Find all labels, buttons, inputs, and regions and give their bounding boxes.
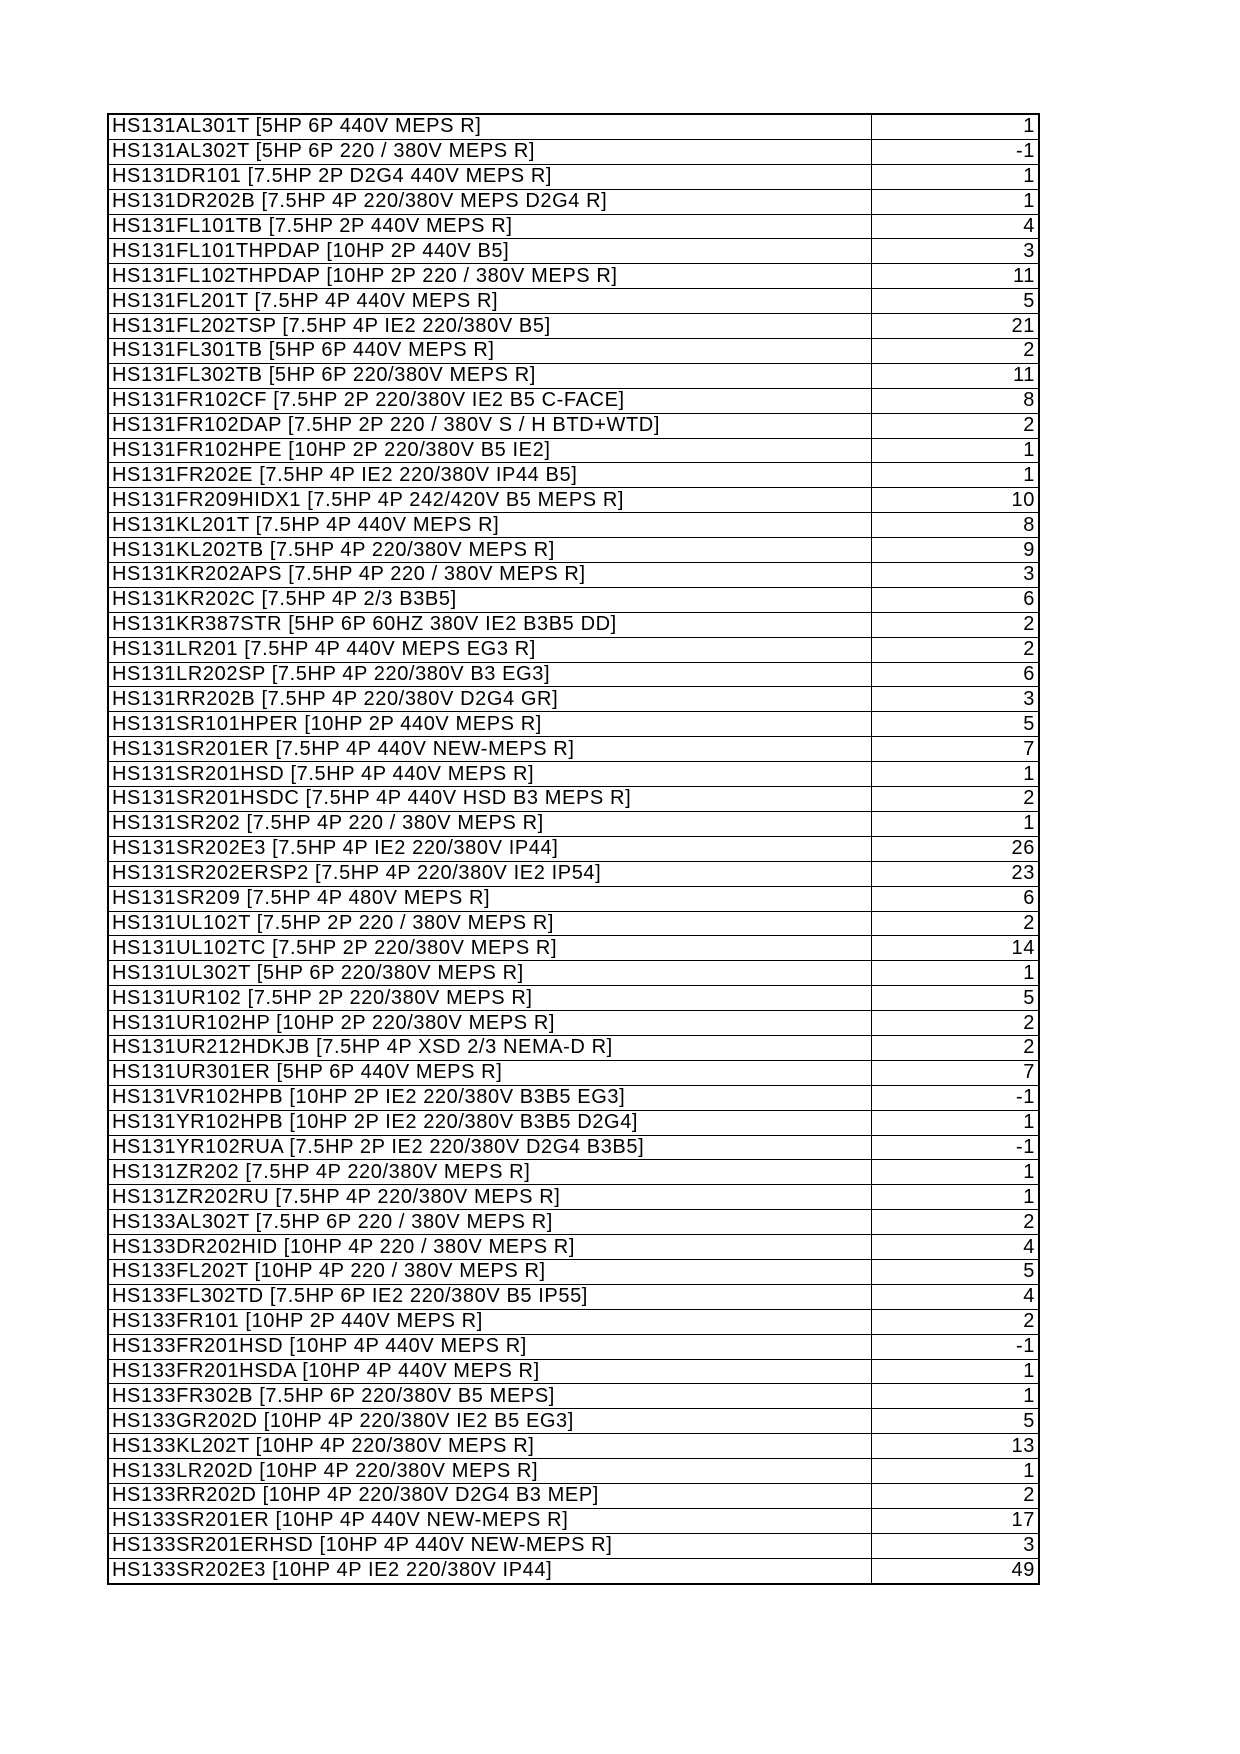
table-row	[108, 289, 1039, 314]
quantity-cell: 1	[872, 1459, 1040, 1484]
quantity-cell: 6	[872, 662, 1040, 687]
item-description-cell: HS131FL101THPDAP [10HP 2P 440V B5]	[108, 239, 872, 264]
item-description-cell: HS131FR102CF [7.5HP 2P 220/380V IE2 B5 C-FACE]	[108, 388, 872, 413]
item-description-cell: HS131FL102THPDAP [10HP 2P 220 / 380V MEPS R]	[108, 264, 872, 289]
item-description-cell: HS131ZR202RU [7.5HP 4P 220/380V MEPS R]	[108, 1185, 872, 1210]
table-row	[108, 1459, 1039, 1484]
quantity-cell: 2	[872, 1210, 1040, 1235]
table-row	[108, 214, 1039, 239]
table-row	[108, 1334, 1039, 1359]
quantity-cell: 2	[872, 637, 1040, 662]
quantity-cell: -1	[872, 1085, 1040, 1110]
item-description-cell: HS131DR202B [7.5HP 4P 220/380V MEPS D2G4 R]	[108, 189, 872, 214]
item-description-cell: HS133FR201HSDA [10HP 4P 440V MEPS R]	[108, 1359, 872, 1384]
quantity-cell: -1	[872, 139, 1040, 164]
item-description-cell: HS131KR387STR [5HP 6P 60HZ 380V IE2 B3B5 DD]	[108, 612, 872, 637]
table-row	[108, 861, 1039, 886]
item-description-cell: HS131SR201ER [7.5HP 4P 440V NEW-MEPS R]	[108, 737, 872, 762]
quantity-cell: 26	[872, 836, 1040, 861]
table-row	[108, 1284, 1039, 1309]
quantity-cell: 5	[872, 1259, 1040, 1284]
table-row	[108, 114, 1039, 139]
quantity-cell: 17	[872, 1508, 1040, 1533]
table-row	[108, 662, 1039, 687]
item-description-cell: HS131FL302TB [5HP 6P 220/380V MEPS R]	[108, 363, 872, 388]
quantity-cell: 1	[872, 1185, 1040, 1210]
item-description-cell: HS133DR202HID [10HP 4P 220 / 380V MEPS R]	[108, 1235, 872, 1260]
item-description-cell: HS131FR209HIDX1 [7.5HP 4P 242/420V B5 MEPS R]	[108, 488, 872, 513]
item-description-cell: HS131FL101TB [7.5HP 2P 440V MEPS R]	[108, 214, 872, 239]
quantity-cell: 8	[872, 513, 1040, 538]
item-description-cell: HS131FR102HPE [10HP 2P 220/380V B5 IE2]	[108, 438, 872, 463]
item-description-cell: HS131UR102 [7.5HP 2P 220/380V MEPS R]	[108, 986, 872, 1011]
item-description-cell: HS131SR101HPER [10HP 2P 440V MEPS R]	[108, 712, 872, 737]
quantity-cell: 3	[872, 239, 1040, 264]
item-description-cell: HS131RR202B [7.5HP 4P 220/380V D2G4 GR]	[108, 687, 872, 712]
quantity-cell: 2	[872, 1035, 1040, 1060]
table-row	[108, 438, 1039, 463]
quantity-cell: 5	[872, 712, 1040, 737]
item-description-cell: HS133FL202T [10HP 4P 220 / 380V MEPS R]	[108, 1259, 872, 1284]
item-description-cell: HS131ZR202 [7.5HP 4P 220/380V MEPS R]	[108, 1160, 872, 1185]
item-description-cell: HS131SR202 [7.5HP 4P 220 / 380V MEPS R]	[108, 811, 872, 836]
table-row	[108, 339, 1039, 364]
item-description-cell: HS133GR202D [10HP 4P 220/380V IE2 B5 EG3]	[108, 1409, 872, 1434]
table-row	[108, 836, 1039, 861]
item-description-cell: HS131UL102T [7.5HP 2P 220 / 380V MEPS R]	[108, 911, 872, 936]
table-row	[108, 239, 1039, 264]
quantity-cell: 1	[872, 811, 1040, 836]
item-description-cell: HS131FR202E [7.5HP 4P IE2 220/380V IP44 B5]	[108, 463, 872, 488]
item-description-cell: HS131VR102HPB [10HP 2P IE2 220/380V B3B5 EG3]	[108, 1085, 872, 1110]
table-row	[108, 1085, 1039, 1110]
item-description-cell: HS131KR202C [7.5HP 4P 2/3 B3B5]	[108, 587, 872, 612]
table-row	[108, 637, 1039, 662]
quantity-cell: 2	[872, 1483, 1040, 1508]
table-row	[108, 1309, 1039, 1334]
quantity-cell: 1	[872, 762, 1040, 787]
table-row	[108, 314, 1039, 339]
table-row	[108, 1434, 1039, 1459]
table-row	[108, 1135, 1039, 1160]
table-row	[108, 587, 1039, 612]
quantity-cell: 3	[872, 1533, 1040, 1558]
quantity-cell: 8	[872, 388, 1040, 413]
item-description-cell: HS133FR302B [7.5HP 6P 220/380V B5 MEPS]	[108, 1384, 872, 1409]
table-row	[108, 911, 1039, 936]
table-row	[108, 538, 1039, 563]
quantity-cell: 7	[872, 1060, 1040, 1085]
table-row	[108, 388, 1039, 413]
table-row	[108, 1483, 1039, 1508]
item-description-cell: HS131AL302T [5HP 6P 220 / 380V MEPS R]	[108, 139, 872, 164]
quantity-cell: 6	[872, 587, 1040, 612]
table-row	[108, 1558, 1039, 1583]
table-row	[108, 886, 1039, 911]
quantity-cell: 2	[872, 787, 1040, 812]
quantity-cell: 49	[872, 1558, 1040, 1583]
quantity-cell: 21	[872, 314, 1040, 339]
table-row	[108, 1060, 1039, 1085]
item-description-cell: HS131FL201T [7.5HP 4P 440V MEPS R]	[108, 289, 872, 314]
table-row	[108, 1011, 1039, 1036]
quantity-cell: 5	[872, 986, 1040, 1011]
quantity-cell: 23	[872, 861, 1040, 886]
quantity-cell: 2	[872, 612, 1040, 637]
item-description-cell: HS131UR102HP [10HP 2P 220/380V MEPS R]	[108, 1011, 872, 1036]
item-description-cell: HS133KL202T [10HP 4P 220/380V MEPS R]	[108, 1434, 872, 1459]
item-description-cell: HS131KL202TB [7.5HP 4P 220/380V MEPS R]	[108, 538, 872, 563]
item-description-cell: HS131UL102TC [7.5HP 2P 220/380V MEPS R]	[108, 936, 872, 961]
table-row	[108, 363, 1039, 388]
table-row	[108, 164, 1039, 189]
table-row	[108, 961, 1039, 986]
table-row	[108, 1210, 1039, 1235]
quantity-cell: 1	[872, 189, 1040, 214]
item-description-cell: HS131LR201 [7.5HP 4P 440V MEPS EG3 R]	[108, 637, 872, 662]
item-description-cell: HS133FR101 [10HP 2P 440V MEPS R]	[108, 1309, 872, 1334]
item-description-cell: HS131LR202SP [7.5HP 4P 220/380V B3 EG3]	[108, 662, 872, 687]
quantity-cell: 3	[872, 687, 1040, 712]
table-row	[108, 1035, 1039, 1060]
quantity-cell: 5	[872, 1409, 1040, 1434]
quantity-cell: -1	[872, 1334, 1040, 1359]
table-row	[108, 737, 1039, 762]
table-row	[108, 264, 1039, 289]
item-description-cell: HS131KL201T [7.5HP 4P 440V MEPS R]	[108, 513, 872, 538]
table-row	[108, 1359, 1039, 1384]
table-row	[108, 787, 1039, 812]
table-row	[108, 1533, 1039, 1558]
inventory-table	[107, 113, 1040, 1585]
quantity-cell: 13	[872, 1434, 1040, 1459]
item-description-cell: HS131SR209 [7.5HP 4P 480V MEPS R]	[108, 886, 872, 911]
item-description-cell: HS131KR202APS [7.5HP 4P 220 / 380V MEPS R]	[108, 563, 872, 588]
item-description-cell: HS131UR212HDKJB [7.5HP 4P XSD 2/3 NEMA-D R]	[108, 1035, 872, 1060]
table-row	[108, 563, 1039, 588]
item-description-cell: HS133AL302T [7.5HP 6P 220 / 380V MEPS R]	[108, 1210, 872, 1235]
quantity-cell: 1	[872, 463, 1040, 488]
table-row	[108, 463, 1039, 488]
quantity-cell: 11	[872, 264, 1040, 289]
table-row	[108, 488, 1039, 513]
item-description-cell: HS131SR201HSDC [7.5HP 4P 440V HSD B3 MEPS R]	[108, 787, 872, 812]
quantity-cell: 3	[872, 563, 1040, 588]
quantity-cell: 2	[872, 1011, 1040, 1036]
table-row	[108, 1409, 1039, 1434]
table-row	[108, 413, 1039, 438]
item-description-cell: HS133SR201ERHSD [10HP 4P 440V NEW-MEPS R]	[108, 1533, 872, 1558]
quantity-cell: 1	[872, 961, 1040, 986]
quantity-cell: -1	[872, 1135, 1040, 1160]
table-row	[108, 139, 1039, 164]
item-description-cell: HS131UR301ER [5HP 6P 440V MEPS R]	[108, 1060, 872, 1085]
quantity-cell: 10	[872, 488, 1040, 513]
quantity-cell: 14	[872, 936, 1040, 961]
item-description-cell: HS131FR102DAP [7.5HP 2P 220 / 380V S / H BTD+WTD]	[108, 413, 872, 438]
quantity-cell: 1	[872, 1384, 1040, 1409]
quantity-cell: 2	[872, 413, 1040, 438]
item-description-cell: HS131YR102HPB [10HP 2P IE2 220/380V B3B5 D2G4]	[108, 1110, 872, 1135]
item-description-cell: HS133SR202E3 [10HP 4P IE2 220/380V IP44]	[108, 1558, 872, 1583]
quantity-cell: 1	[872, 114, 1040, 139]
table-row	[108, 762, 1039, 787]
table-row	[108, 612, 1039, 637]
table-row	[108, 1185, 1039, 1210]
table-row	[108, 1235, 1039, 1260]
item-description-cell: HS131SR202E3 [7.5HP 4P IE2 220/380V IP44]	[108, 836, 872, 861]
item-description-cell: HS133SR201ER [10HP 4P 440V NEW-MEPS R]	[108, 1508, 872, 1533]
quantity-cell: 5	[872, 289, 1040, 314]
item-description-cell: HS133LR202D [10HP 4P 220/380V MEPS R]	[108, 1459, 872, 1484]
quantity-cell: 1	[872, 1160, 1040, 1185]
item-description-cell: HS131FL202TSP [7.5HP 4P IE2 220/380V B5]	[108, 314, 872, 339]
quantity-cell: 1	[872, 438, 1040, 463]
quantity-cell: 1	[872, 1359, 1040, 1384]
table-row	[108, 1508, 1039, 1533]
table-row	[108, 1110, 1039, 1135]
quantity-cell: 2	[872, 339, 1040, 364]
item-description-cell: HS131DR101 [7.5HP 2P D2G4 440V MEPS R]	[108, 164, 872, 189]
table-row	[108, 1160, 1039, 1185]
item-description-cell: HS131UL302T [5HP 6P 220/380V MEPS R]	[108, 961, 872, 986]
table-row	[108, 986, 1039, 1011]
item-description-cell: HS133FL302TD [7.5HP 6P IE2 220/380V B5 IP55]	[108, 1284, 872, 1309]
table-row	[108, 189, 1039, 214]
table-row	[108, 712, 1039, 737]
quantity-cell: 6	[872, 886, 1040, 911]
quantity-cell: 2	[872, 1309, 1040, 1334]
item-description-cell: HS133FR201HSD [10HP 4P 440V MEPS R]	[108, 1334, 872, 1359]
item-description-cell: HS131YR102RUA [7.5HP 2P IE2 220/380V D2G4 B3B5]	[108, 1135, 872, 1160]
item-description-cell: HS133RR202D [10HP 4P 220/380V D2G4 B3 MEP]	[108, 1483, 872, 1508]
table-row	[108, 687, 1039, 712]
quantity-cell: 9	[872, 538, 1040, 563]
quantity-cell: 4	[872, 1235, 1040, 1260]
table-row	[108, 811, 1039, 836]
item-description-cell: HS131SR202ERSP2 [7.5HP 4P 220/380V IE2 IP54]	[108, 861, 872, 886]
table-row	[108, 513, 1039, 538]
quantity-cell: 2	[872, 911, 1040, 936]
table-row	[108, 936, 1039, 961]
quantity-cell: 1	[872, 1110, 1040, 1135]
item-description-cell: HS131AL301T [5HP 6P 440V MEPS R]	[108, 114, 872, 139]
item-description-cell: HS131SR201HSD [7.5HP 4P 440V MEPS R]	[108, 762, 872, 787]
inventory-table-body	[108, 114, 1039, 1584]
quantity-cell: 11	[872, 363, 1040, 388]
table-row	[108, 1384, 1039, 1409]
quantity-cell: 4	[872, 214, 1040, 239]
table-row	[108, 1259, 1039, 1284]
quantity-cell: 7	[872, 737, 1040, 762]
quantity-cell: 1	[872, 164, 1040, 189]
item-description-cell: HS131FL301TB [5HP 6P 440V MEPS R]	[108, 339, 872, 364]
quantity-cell: 4	[872, 1284, 1040, 1309]
